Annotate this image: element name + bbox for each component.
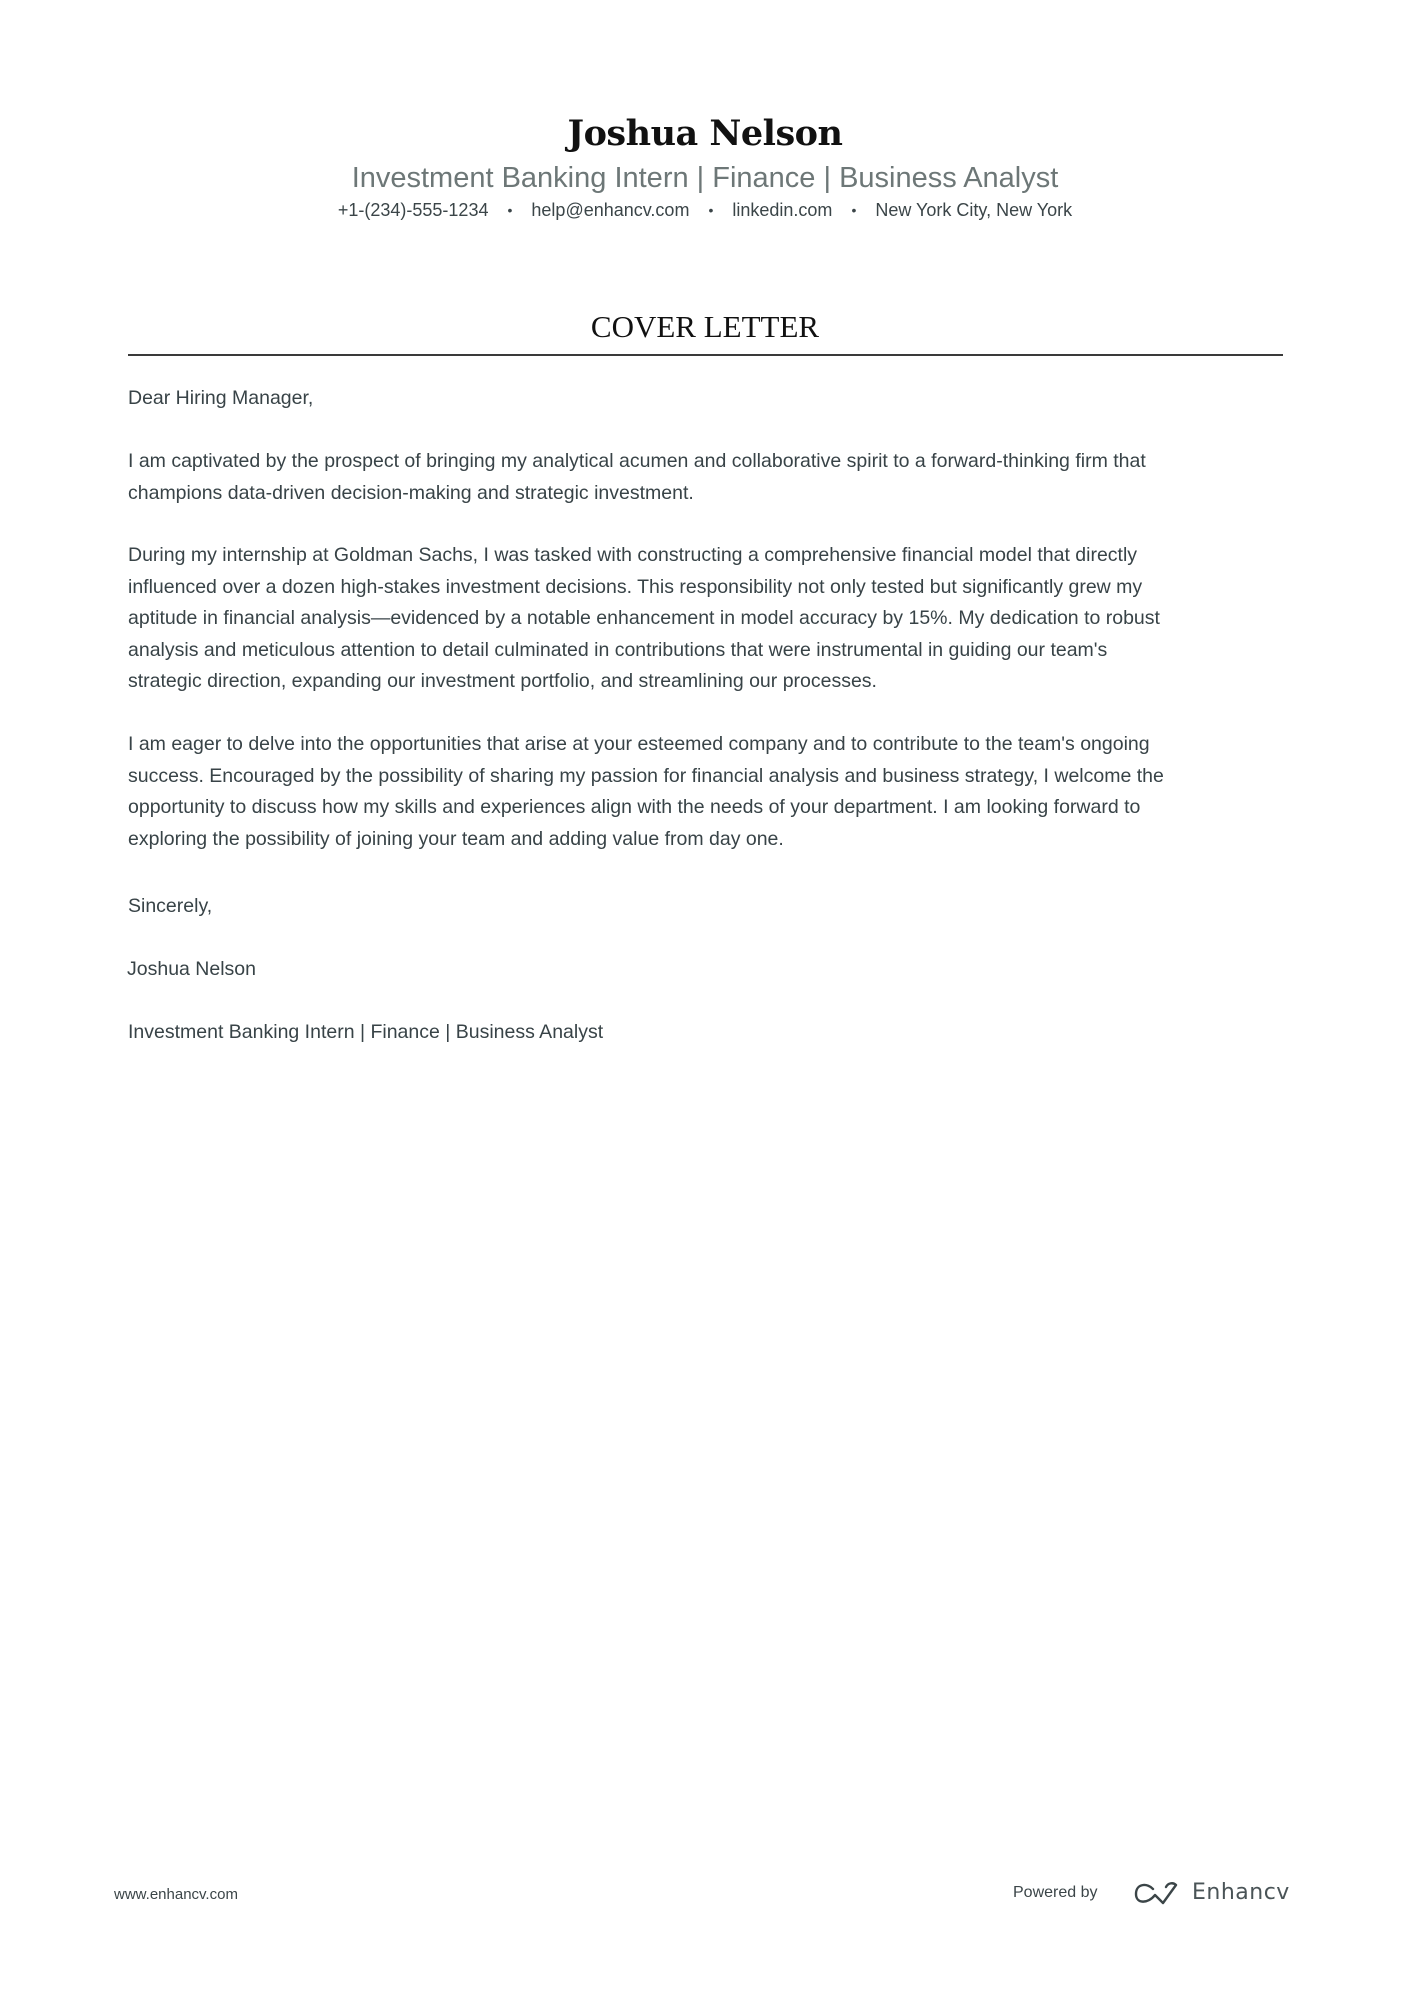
paragraph-line: During my internship at Goldman Sachs, I was tasked with constructing a comprehensive financial model that directly — [128, 544, 1138, 566]
paragraph-line: analysis and meticulous attention to detail culminated in contributions that were instrumental in guiding our team's — [128, 638, 1108, 661]
footer-url-link[interactable]: www.enhancv.com — [114, 1886, 238, 1903]
signature-title: Investment Banking Intern | Finance | Business Analyst — [128, 1021, 604, 1043]
section-title: COVER LETTER — [590, 309, 820, 344]
paragraph-line: opportunity to discuss how my skills and experiences align with the needs of your department. I am looking forward to — [128, 796, 1141, 818]
contact-email[interactable]: help@enhancv.com — [531, 200, 690, 220]
enhancv-brand-name: Enhancv — [1192, 1880, 1290, 1905]
paragraph-line: I am eager to delve into the opportunities that arise at your esteemed company and to contribute to the team's ongoing — [128, 733, 1150, 755]
paragraph-1 — [128, 446, 1298, 509]
separator-dot: • — [851, 202, 857, 218]
separator-dot: • — [708, 202, 714, 218]
contact-location: New York City, New York — [875, 200, 1073, 220]
paragraph-line: exploring the possibility of joining your team and adding value from day one. — [128, 827, 784, 850]
paragraph-line: aptitude in financial analysis—evidenced by a notable enhancement in model accuracy by 15%. My dedication to robust — [128, 607, 1160, 629]
separator-dot: • — [507, 202, 513, 218]
closing: Sincerely, — [128, 895, 213, 917]
paragraph-line: champions data-driven decision-making and strategic investment. — [128, 481, 694, 504]
greeting: Dear Hiring Manager, — [128, 387, 314, 409]
paragraph-line: strategic direction, expanding our investment portfolio, and streamlining our processes. — [128, 670, 877, 692]
enhancv-logo-icon — [1133, 1881, 1179, 1907]
contact-line — [0, 198, 1410, 222]
signature-name: Joshua Nelson — [127, 958, 256, 980]
paragraph-2 — [128, 540, 1298, 698]
powered-by-label: Powered by — [1013, 1884, 1098, 1901]
paragraph-line: I am captivated by the prospect of bringing my analytical acumen and collaborative spirit to a forward-thinking firm that — [128, 450, 1146, 472]
contact-linkedin[interactable]: linkedin.com — [732, 200, 833, 220]
paragraph-line: influenced over a dozen high-stakes investment decisions. This responsibility not only tested but significantly grew my — [128, 575, 1143, 598]
section-divider — [128, 354, 1283, 356]
candidate-name: Joshua Nelson — [567, 113, 843, 154]
paragraph-line: success. Encouraged by the possibility of sharing my passion for financial analysis and business strategy, I welcome the — [128, 764, 1164, 787]
contact-phone: +1-(234)-555-1234 — [337, 200, 489, 220]
paragraph-3 — [128, 729, 1298, 855]
candidate-title: Investment Banking Intern | Finance | Business Analyst — [351, 162, 1059, 194]
